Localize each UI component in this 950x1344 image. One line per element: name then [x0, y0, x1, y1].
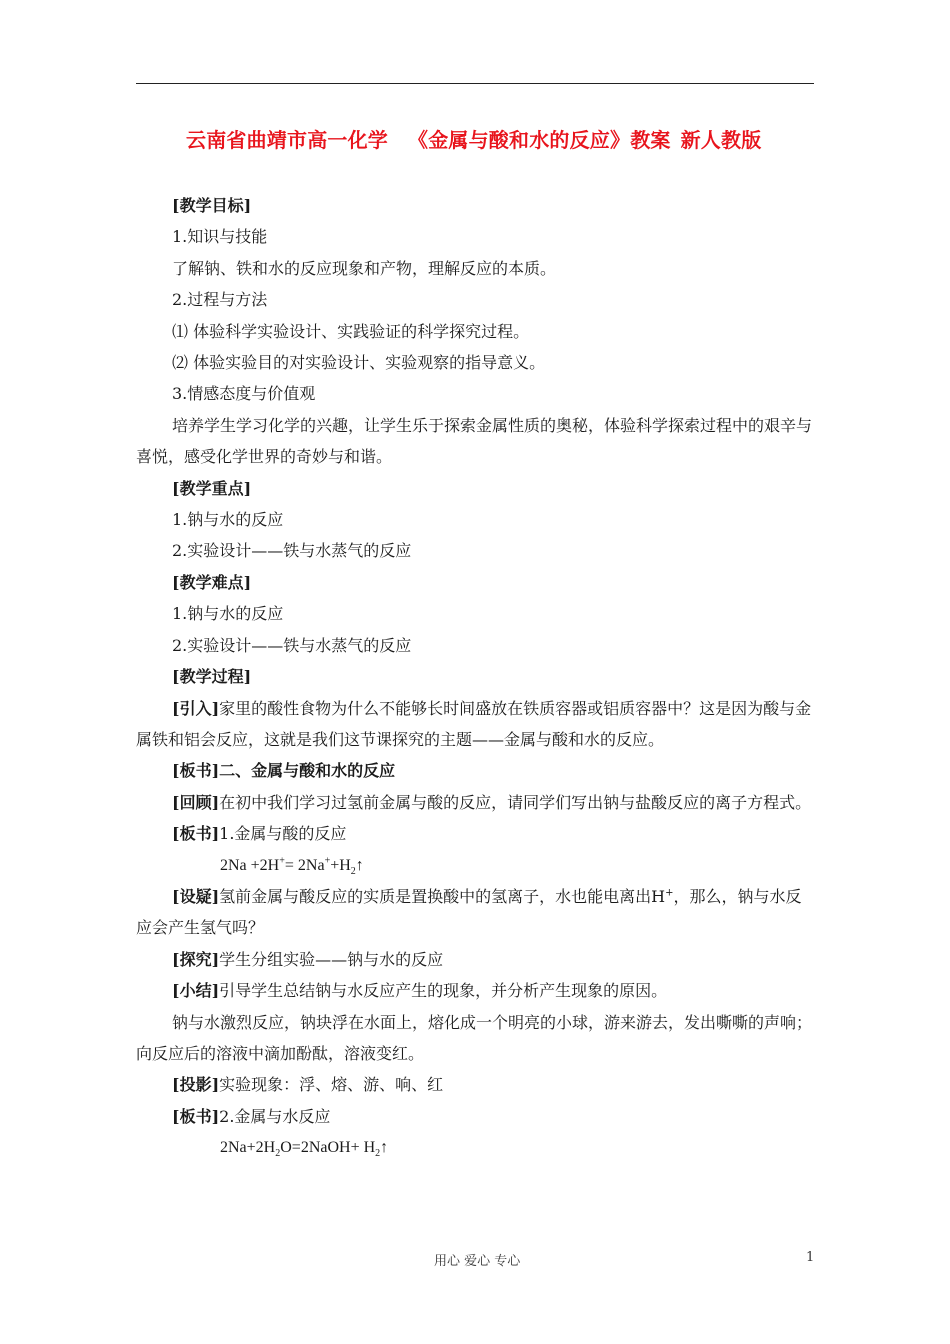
difficulty-1: 1.钠与水的反应 [172, 604, 284, 624]
heading-key-points: [教学重点] [172, 478, 252, 498]
review-text: 在初中我们学习过氢前金属与酸的反应，请同学们写出钠与盐酸反应的离子方程式。 [219, 792, 812, 812]
eq2-part-b: O=2NaOH+ H [280, 1139, 376, 1157]
explore-line [136, 944, 814, 975]
document-title [186, 124, 826, 153]
eq1-part-a: 2Na +2H [220, 856, 280, 874]
key-point-1: 1.钠与水的反应 [172, 510, 284, 530]
summary-tag: [小结] [172, 981, 220, 1001]
board-note-1 [136, 755, 814, 786]
board-tag-3: [板书] [172, 1106, 220, 1126]
title-topic: 《金属与酸和水的反应》教案 [408, 128, 671, 152]
board-text-2: 1.金属与酸的反应 [219, 824, 347, 844]
header-rule [136, 83, 814, 84]
projection-text: 实验现象：浮、熔、游、响、红 [219, 1075, 444, 1095]
equation-water [136, 1132, 814, 1163]
phenomenon-paragraph: 钠与水激烈反应，钠块浮在水面上，熔化成一个明亮的小球，游来游去，发出嘶嘶的声响；向反应后的溶液中滴加酚酞，溶液变红。 [136, 1012, 813, 1063]
goal-section-3-text: 培养学生学习化学的兴趣，让学生乐于探索金属性质的奥秘，体验科学探索过程中的艰辛与喜悦，感受化学世界的奇妙与和谐。 [136, 415, 813, 467]
board-tag-1: [板书] [172, 761, 220, 781]
question-text-b: ，那么，钠与水反应会产生氢气吗？ [136, 886, 802, 938]
question-paragraph [136, 881, 814, 944]
intro-paragraph [136, 693, 814, 756]
page-number: 1 [806, 1250, 815, 1265]
projection-line [136, 1069, 814, 1100]
gas-arrow-icon: ↑ [355, 856, 364, 874]
board-tag-2: [板书] [172, 824, 220, 844]
heading-teaching-goals: [教学目标] [172, 196, 252, 215]
eq1-sup-2: + [324, 855, 331, 867]
summary-line [136, 975, 814, 1006]
question-sup: + [665, 887, 674, 899]
goal-section-2-item-a: ⑴ 体验科学实验设计、实践验证的科学探究过程。 [172, 321, 530, 341]
title-region: 云南省曲靖市高一化学 [186, 128, 388, 152]
title-edition: 新人教版 [680, 128, 762, 152]
summary-text: 引导学生总结钠与水反应产生的现象，并分析产生现象的原因。 [219, 981, 668, 1001]
explore-tag: [探究] [172, 949, 220, 969]
explore-text: 学生分组实验——钠与水的反应 [219, 949, 444, 969]
goal-section-2: 2.过程与方法 [172, 290, 268, 310]
projection-tag: [投影] [172, 1075, 220, 1095]
gas-arrow-icon: ↑ [380, 1139, 389, 1157]
eq2-sub-1: 2 [275, 1148, 281, 1160]
equation-acid [136, 850, 814, 881]
review-paragraph [136, 787, 814, 818]
eq1-sup-1: + [279, 855, 285, 867]
goal-section-1: 1.知识与技能 [172, 227, 268, 247]
eq1-sub: 2 [350, 865, 356, 877]
board-text-3: 2.金属与水反应 [219, 1106, 331, 1126]
difficulty-2: 2.实验设计——铁与水蒸气的反应 [172, 635, 412, 655]
goal-section-2-item-b: ⑵ 体验实验目的对实验设计、实验观察的指导意义。 [172, 353, 546, 373]
goal-section-1-text: 了解钠、铁和水的反应现象和产物，理解反应的本质。 [172, 258, 557, 278]
heading-process: [教学过程] [172, 667, 252, 687]
review-tag: [回顾] [172, 792, 220, 812]
document-body [136, 190, 814, 1164]
heading-difficulties: [教学难点] [172, 572, 252, 592]
eq2-part-a: 2Na+2H [220, 1139, 276, 1157]
footer-slogan: 用心 爱心 专心 [434, 1254, 521, 1269]
intro-text: 家里的酸性食物为什么不能够长时间盛放在铁质容器或铝质容器中？这是因为酸与金属铁和铝会反应，这就是我们这节课探究的主题——金属与酸和水的反应。 [136, 698, 812, 749]
key-point-2: 2.实验设计——铁与水蒸气的反应 [172, 541, 412, 561]
eq2-sub-2: 2 [375, 1148, 381, 1160]
goal-section-3: 3.情感态度与价值观 [172, 384, 316, 404]
board-note-2 [136, 818, 814, 849]
eq1-part-c: +H [330, 856, 351, 874]
question-text-a: 氢前金属与酸反应的实质是置换酸中的氢离子，水也能电离出H [219, 886, 666, 906]
board-text-1: 二、金属与酸和水的反应 [219, 761, 396, 781]
intro-tag: [引入] [172, 698, 220, 718]
question-tag: [设疑] [172, 886, 220, 906]
board-note-3 [136, 1101, 814, 1132]
eq1-part-b: = 2Na [284, 856, 325, 874]
